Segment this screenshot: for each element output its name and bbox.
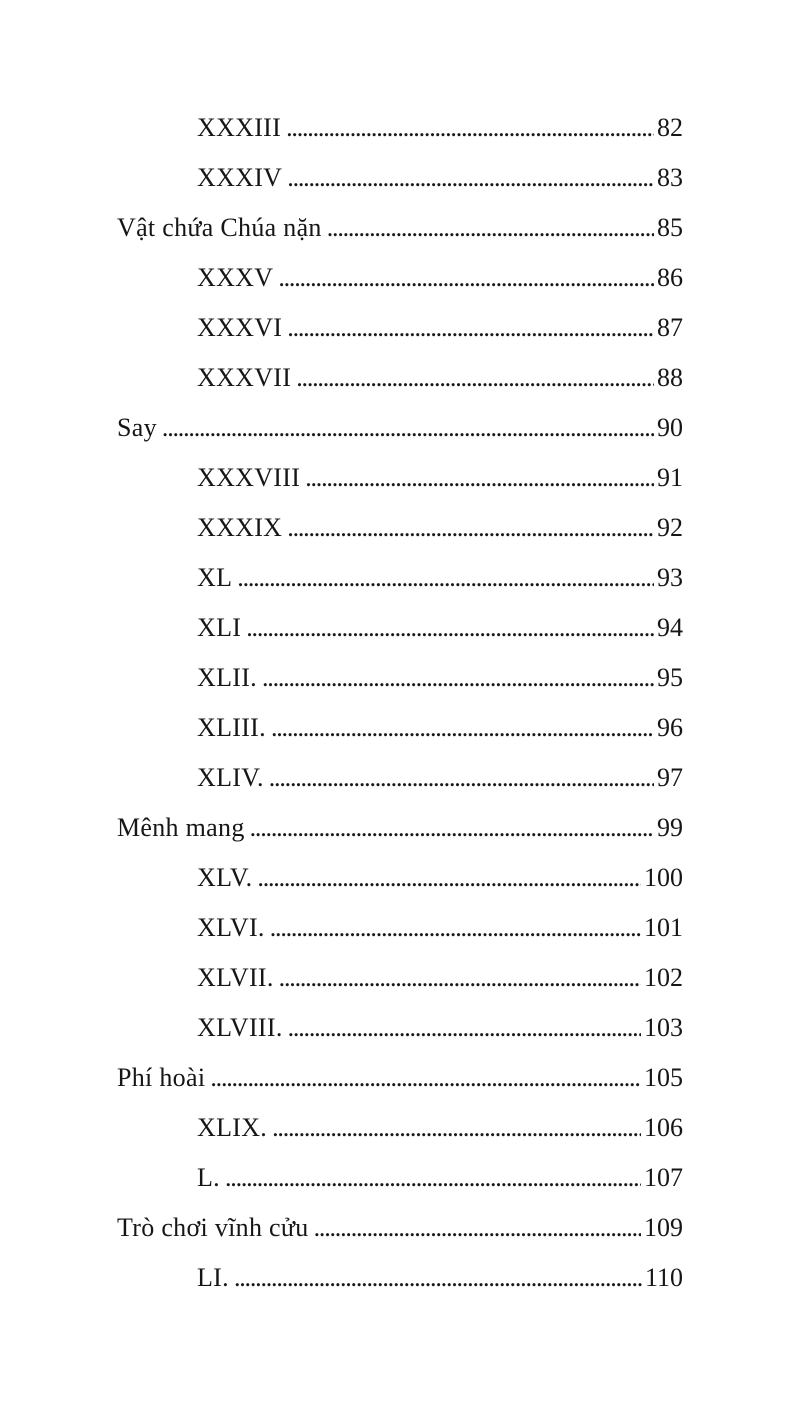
- toc-leader-dots: [287, 503, 654, 553]
- toc-entry-page: 109: [644, 1213, 683, 1242]
- toc-leader-dots: [327, 203, 654, 253]
- toc-entry-page: 93: [657, 563, 683, 592]
- toc-entry: [0, 1003, 788, 1053]
- toc-entry-page: 107: [644, 1163, 683, 1192]
- toc-entry-page: 99: [657, 813, 683, 842]
- toc-entry: [0, 753, 788, 803]
- toc-entry-page: 90: [657, 413, 683, 442]
- toc-entry: [0, 103, 788, 153]
- toc-leader-dots: [314, 1203, 641, 1253]
- toc-entry-page: 103: [644, 1013, 683, 1042]
- toc-leader-dots: [162, 403, 654, 453]
- toc-entry-page: 97: [657, 763, 683, 792]
- toc-leader-dots: [272, 1103, 641, 1153]
- toc-entry-page: 95: [657, 663, 683, 692]
- toc-entry: [0, 1253, 788, 1303]
- toc-list: [0, 103, 788, 1303]
- toc-entry: [0, 203, 788, 253]
- toc-entry-page: 101: [644, 913, 683, 942]
- toc-entry-title: XXXVII: [197, 363, 292, 392]
- toc-leader-dots: [237, 553, 654, 603]
- toc-entry-title: XLI: [197, 613, 242, 642]
- toc-entry: [0, 603, 788, 653]
- toc-entry: [0, 703, 788, 753]
- toc-leader-dots: [257, 853, 641, 903]
- toc-leader-dots: [269, 753, 654, 803]
- toc-entry: [0, 1103, 788, 1153]
- toc-leader-dots: [250, 803, 654, 853]
- toc-entry-page: 91: [657, 463, 683, 492]
- toc-entry: [0, 453, 788, 503]
- toc-entry-title: XLIV.: [197, 763, 264, 792]
- toc-entry-page: 94: [657, 613, 683, 642]
- toc-entry-page: 88: [657, 363, 683, 392]
- toc-entry-title: XLII.: [197, 663, 257, 692]
- toc-entry-title: XLIX.: [197, 1113, 268, 1142]
- toc-entry: [0, 1203, 788, 1253]
- toc-entry-page: 105: [644, 1063, 683, 1092]
- toc-entry-title: XXXVI: [197, 313, 283, 342]
- toc-entry: [0, 353, 788, 403]
- toc-entry-title: XL: [197, 563, 233, 592]
- toc-entry-title: Vật chứa Chúa nặn: [117, 213, 322, 242]
- toc-leader-dots: [305, 453, 654, 503]
- toc-entry-title: XXXV: [197, 263, 274, 292]
- toc-leader-dots: [246, 603, 654, 653]
- toc-entry-page: 82: [657, 113, 683, 142]
- toc-entry: [0, 153, 788, 203]
- toc-entry: [0, 803, 788, 853]
- toc-entry-title: Say: [117, 413, 157, 442]
- toc-entry: [0, 953, 788, 1003]
- toc-entry-title: XXXVIII: [197, 463, 301, 492]
- toc-entry: [0, 303, 788, 353]
- toc-entry-page: 87: [657, 313, 683, 342]
- toc-leader-dots: [234, 1253, 642, 1303]
- toc-entry: [0, 653, 788, 703]
- toc-entry-title: Phí hoài: [117, 1063, 206, 1092]
- toc-leader-dots: [270, 903, 641, 953]
- toc-entry: [0, 1053, 788, 1103]
- toc-entry-title: XLVII.: [197, 963, 274, 992]
- toc-entry-page: 92: [657, 513, 683, 542]
- toc-entry-page: 85: [657, 213, 683, 242]
- toc-entry: [0, 1153, 788, 1203]
- toc-leader-dots: [279, 953, 641, 1003]
- toc-entry-page: 106: [644, 1113, 683, 1142]
- toc-entry-title: L.: [197, 1163, 220, 1192]
- toc-leader-dots: [288, 1003, 641, 1053]
- toc-entry-page: 110: [644, 1263, 683, 1292]
- toc-leader-dots: [271, 703, 654, 753]
- toc-leader-dots: [287, 303, 654, 353]
- toc-leader-dots: [278, 253, 654, 303]
- toc-entry: [0, 903, 788, 953]
- toc-leader-dots: [286, 103, 654, 153]
- toc-entry: [0, 253, 788, 303]
- toc-entry-title: LI.: [197, 1263, 229, 1292]
- toc-entry-title: Trò chơi vĩnh cửu: [117, 1213, 309, 1242]
- toc-entry-title: XLVIII.: [197, 1013, 283, 1042]
- toc-leader-dots: [262, 653, 654, 703]
- toc-entry-page: 102: [644, 963, 683, 992]
- toc-entry-page: 96: [657, 713, 683, 742]
- toc-entry-title: XLIII.: [197, 713, 266, 742]
- toc-entry-page: 83: [657, 163, 683, 192]
- toc-entry: [0, 503, 788, 553]
- toc-entry: [0, 553, 788, 603]
- toc-leader-dots: [287, 153, 654, 203]
- toc-entry-title: XLVI.: [197, 913, 265, 942]
- toc-entry-title: XXXIV: [197, 163, 283, 192]
- toc-entry-title: XXXIX: [197, 513, 283, 542]
- toc-entry-page: 86: [657, 263, 683, 292]
- toc-entry: [0, 403, 788, 453]
- toc-entry-title: XXXIII: [197, 113, 282, 142]
- toc-entry-title: XLV.: [197, 863, 253, 892]
- toc-entry-title: Mênh mang: [117, 813, 245, 842]
- toc-leader-dots: [225, 1153, 641, 1203]
- toc-leader-dots: [210, 1053, 641, 1103]
- toc-entry-page: 100: [644, 863, 683, 892]
- toc-leader-dots: [296, 353, 654, 403]
- toc-entry: [0, 853, 788, 903]
